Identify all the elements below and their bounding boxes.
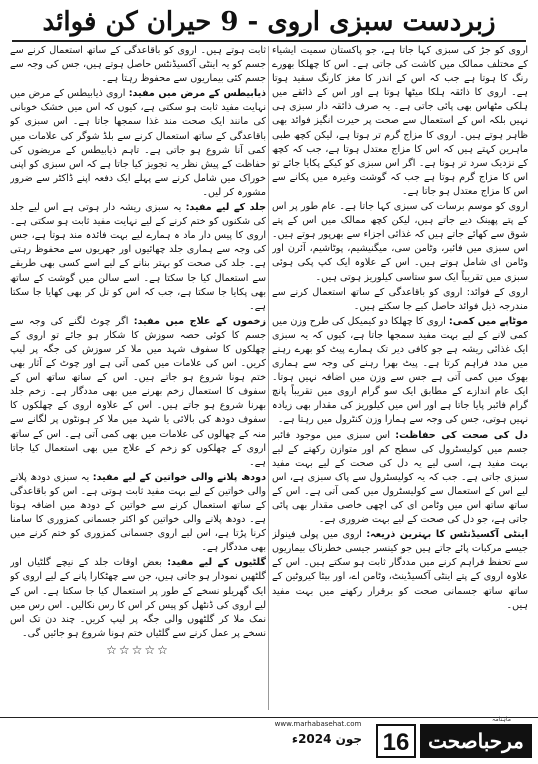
page-footer <box>0 717 538 764</box>
magazine-label: ماہنامہ <box>492 716 511 723</box>
paragraph <box>10 556 266 641</box>
paragraph <box>272 528 528 613</box>
paragraph-heading: موٹاپے میں کمی: <box>448 315 528 327</box>
paragraph <box>272 286 528 314</box>
paragraph-heading: ذیابیطس کے مرض میں مفید: <box>128 88 266 100</box>
paragraph <box>10 87 266 200</box>
end-stars: ☆☆☆☆☆ <box>106 642 170 657</box>
article-title: زبردست سبزی اروی - 9 حیران کن فوائد <box>42 7 496 37</box>
paragraph-heading: اینٹی آکسیڈنٹس کا بہترین ذریعہ: <box>366 529 528 541</box>
paragraph <box>272 44 528 199</box>
article-header <box>12 4 526 42</box>
paragraph-text: یہ سبزی دودھ پلانے والی خواتین کے لیے بہت مفید ثابت ہوتی ہے۔ اس کو باقاعدگی کے ساتھ استعمال کرنے سے خواتین کے دودھ میں اضافہ ہوتا ہے۔ دودھ پلانے والی خواتین کو اکثر جسمانی کمزوری کا سامنا کرنا پڑتا ہے، اس لیے اروی جسمانی کمزوری کو ختم کرنے میں بھی مددگار ہے۔ <box>10 471 266 554</box>
paragraph <box>10 315 266 470</box>
paragraph-text: ثابت ہوتے ہیں۔ اروی کو باقاعدگی کے ساتھ استعمال کرنے سے جسم کو یہ اینٹی آکسیڈنٹس حاصل ہوتے ہیں، جس کی وجہ سے جسم کئی بیماریوں سے محفوظ رہتا ہے۔ <box>10 45 266 85</box>
paragraph-text: اروی کا چھلکا دو کیمیکل کی طرح وزن میں کمی لانے کے لیے بہت مفید سمجھا جاتا ہے، کیوں کہ یہ سبزی ایک غذائی ریشہ ہے جو کافی دیر تک ہمارے پیٹ کو بھرے رہنے میں مدد فراہم کرتا ہے۔ پیٹ بھرا رہنے کی وجہ سے ہماری بھوک میں کمی آتی ہے جس سے وزن میں اضافہ نہیں ہوتا۔ ایک عام اندازے کے مطابق ایک سو گرام اروی میں تقریباً پانچ گرام فائبر پایا جاتا ہے اور اس میں کیلوریز کی مقدار بھی زیادہ نہیں ہوتی، جس کی وجہ سے ہمارا وزن کنٹرول میں رہتا ہے۔ <box>272 315 528 426</box>
left-column <box>10 44 266 712</box>
right-column <box>272 44 528 712</box>
paragraph <box>10 201 266 314</box>
paragraph-text: اروی کے فوائد: اروی کو باقاعدگی کے ساتھ استعمال کرنے سے مندرجہ ذیل فوائد حاصل کیے جا سکتے ہیں۔ <box>272 286 528 312</box>
magazine-logo: مرحباصحت <box>420 724 532 758</box>
paragraph-text: اس سبزی میں موجود فائبر جسم میں کولیسٹرول کی سطح کم اور متوازن رکھنے کے لیے بہت مفید ہے، اسی لیے یہ دل کی صحت کے لیے بہت مفید سبزی جاتی ہے۔ جب کہ یہ کولیسٹرول سے پاک سبزی ہے، اس لیے اس کے استعمال سے کولیسٹرول میں کمی آتی ہے۔ اس کے ساتھ ساتھ اس میں وٹامن ای کی اچھی خاصی مقدار بھی پائی جاتی ہے، جو دل کی صحت کے لیے بہت ضروری ہے۔ <box>272 429 528 526</box>
website-url: www.marhabasehat.com <box>274 720 362 728</box>
column-divider <box>268 46 269 710</box>
paragraph-heading: دودھ پلانے والی خواتین کے لیے مفید: <box>92 471 266 483</box>
issue-date: جون 2024ء <box>291 732 363 746</box>
paragraph-heading: جلد کے لیے مفید: <box>185 202 266 214</box>
paragraph-heading: زخموں کے علاج میں مفید: <box>133 315 266 327</box>
paragraph <box>272 315 528 428</box>
paragraph <box>10 471 266 556</box>
paragraph-text: اروی میں پولی فینولز جیسے مرکبات پائے جاتے ہیں جو کینسر جیسی خطرناک بیماریوں سے تحفظ فراہم کرنے میں مددگار ثابت ہو سکتے ہیں۔ اس کے علاوہ اروی کے پتے اینٹی آکسیڈینٹ، وٹامن اے، اور بیٹا کیروٹین کے ساتھ ساتھ جسمانی صحت کو برقرار رکھنے میں بہت مفید ہیں۔ <box>272 529 528 611</box>
paragraph-text: اگر چوٹ لگنے کی وجہ سے جسم کا کوئی حصہ سوزش کا شکار ہو جائے تو اروی کے چھلکوں کا سفوف شہد میں ملا کر سوزش کی جگہ پر لیپ کریں۔ اس کی علامات میں کمی آتی ہے اور چوٹ کے آثار بھی ختم ہونا شروع ہو جاتے ہیں۔ اس کے ساتھ ساتھ اس کے سفوف کا استعمال زخم بھرنے میں بھی مددگار ہے۔ زخم جلد بھرنا شروع ہو جاتے ہیں۔ اس کے علاوہ اروی کے چھلکوں کا سفوف دودھ کی بالائی یا شہد میں ملا کر ہونٹوں پر لگانے سے منہ کے چھالوں کی علامات میں بھی کمی آتی ہے۔ اس کے ساتھ اروی کے چھلکوں کو زخم کے علاج میں بھی استعمال کیا جاتا ہے۔ <box>10 315 266 468</box>
page-number: 16 <box>376 724 416 758</box>
paragraph-text: اروی کو موسم برسات کی سبزی کہا جاتا ہے۔ عام طور پر اس کے پتے پھینک دیے جاتے ہیں، لیکن کچھ ممالک میں اس کے پتے شوق سے کھائے جاتے ہیں کہ غذائی اجزاء سے بھرپور ہوتے ہیں۔ اس سبزی میں فائبر، وٹامن سی، میگنیشیم، پوٹاشیم، آئرن اور وٹامن ای شامل ہوتے ہیں۔ اس کے علاوہ ایک کپ پکی ہوئی سبزی میں تقریباً ایک سو ستاسی کیلوریز ہوتی ہیں۔ <box>272 201 528 283</box>
paragraph-text: بعض اوقات جلد کے نیچے گلٹیاں اور گلٹھیں نمودار ہو جاتی ہیں، جن سے چھٹکارا پانے کے لیے اروی کو ایک گھریلو نسخے کے طور پر استعمال کیا جا سکتا ہے۔ اس کے لیے اروی کی ڈنٹھل کو پیس کر اس کا رس نکالیں۔ اس رس میں نمک ملا کر گلٹھوں والی جگہ پر لیپ کریں۔ چند دن تک اس نسخے پر عمل کرنے سے گلٹیاں ختم ہونا شروع ہو جائیں گی۔ <box>10 557 266 639</box>
paragraph-text: یہ سبزی ریشہ دار ہوتی ہے اس لیے جلد کی شکنوں کو ختم کرنے کے لیے نہایت مفید ثابت ہو سکتی ہے۔ اروی کا پیس دار ماد ہ ہمارے لیے بہت فائدہ مند ہوتا ہے، جس کی وجہ سے ہماری جلد چھائیوں اور جھریوں سے محفوظ رہتی ہے۔ جلد کی صحت کو بہتر بنانے کے لیے اسے کسی بھی طریقے سے استعمال کیا جا سکتا ہے۔ اسے سالن میں گوشت کے ساتھ بھی پکایا جا سکتا ہے، جب کہ اس کو تل کر بھی کھایا جا سکتا ہے۔ <box>10 202 266 312</box>
paragraph-heading: دل کی صحت کی حفاظت: <box>395 429 528 441</box>
paragraph-heading: گلٹیوں کے لیے مفید: <box>167 557 266 569</box>
paragraph-text: اروی ذیابیطس کے مرض میں نہایت مفید ثابت ہو سکتی ہے، کیوں کہ اس میں خشک خوبانی کی مانند ایک صحت مند غذا سمجھا جاتا ہے۔ اس سبزی کو باقاعدگی کے ساتھ استعمال کرنے سے بلڈ شوگر کی علامات میں کمی آنا شروع ہو جاتی ہے۔ تاہم ذیابیطس کے مریضوں کی حفاظت کے پیش نظر یہ تجویز کیا جاتا ہے کہ اس سبزی کو اپنی خوراک میں شامل کرنے سے پہلے ایک دفعہ اپنے ڈاکٹر سے ضرور مشورہ کر لیں۔ <box>10 88 266 198</box>
paragraph <box>272 200 528 285</box>
paragraph <box>272 429 528 528</box>
paragraph-text: اروی کو جڑ کی سبزی کہا جاتا ہے، جو پاکستان سمیت ایشیاء کے مختلف ممالک میں کاشت کی جاتی ہے۔ اس کا چھلکا بھورے رنگ کا ہوتا ہے جب کہ اس کے اندر کا مغز کارنگ سفید ہوتا ہے۔ اروی کا ذائقہ ہلکا میٹھا ہوتا ہے اور اس کے ذائقے میں ہلکی مٹھاس بھی پائی جاتی ہے۔ یہ صرف ذائقہ دار سبزی ہی نہیں بلکہ اس کے استعمال سے صحت پر حیرت انگیز فوائد بھی ظاہر ہوتے ہیں۔ اروی کا مزاج گرم تر ہوتا ہے، لیکن کچھ طبی ماہرین کہتے ہیں کہ اس کا مزاج معتدل ہوتا ہے، جب کہ کچھ کے نزدیک سرد تر ہوتا ہے۔ اگر اس سبزی کو کیکے پکایا جائے تو اس کا مزاج گرم ہوتا ہے جب کہ گوشت وغیرہ میں پکانے سے اس کا مزاج معتدل ہو جاتا ہے۔ <box>272 45 528 197</box>
paragraph <box>10 44 266 86</box>
